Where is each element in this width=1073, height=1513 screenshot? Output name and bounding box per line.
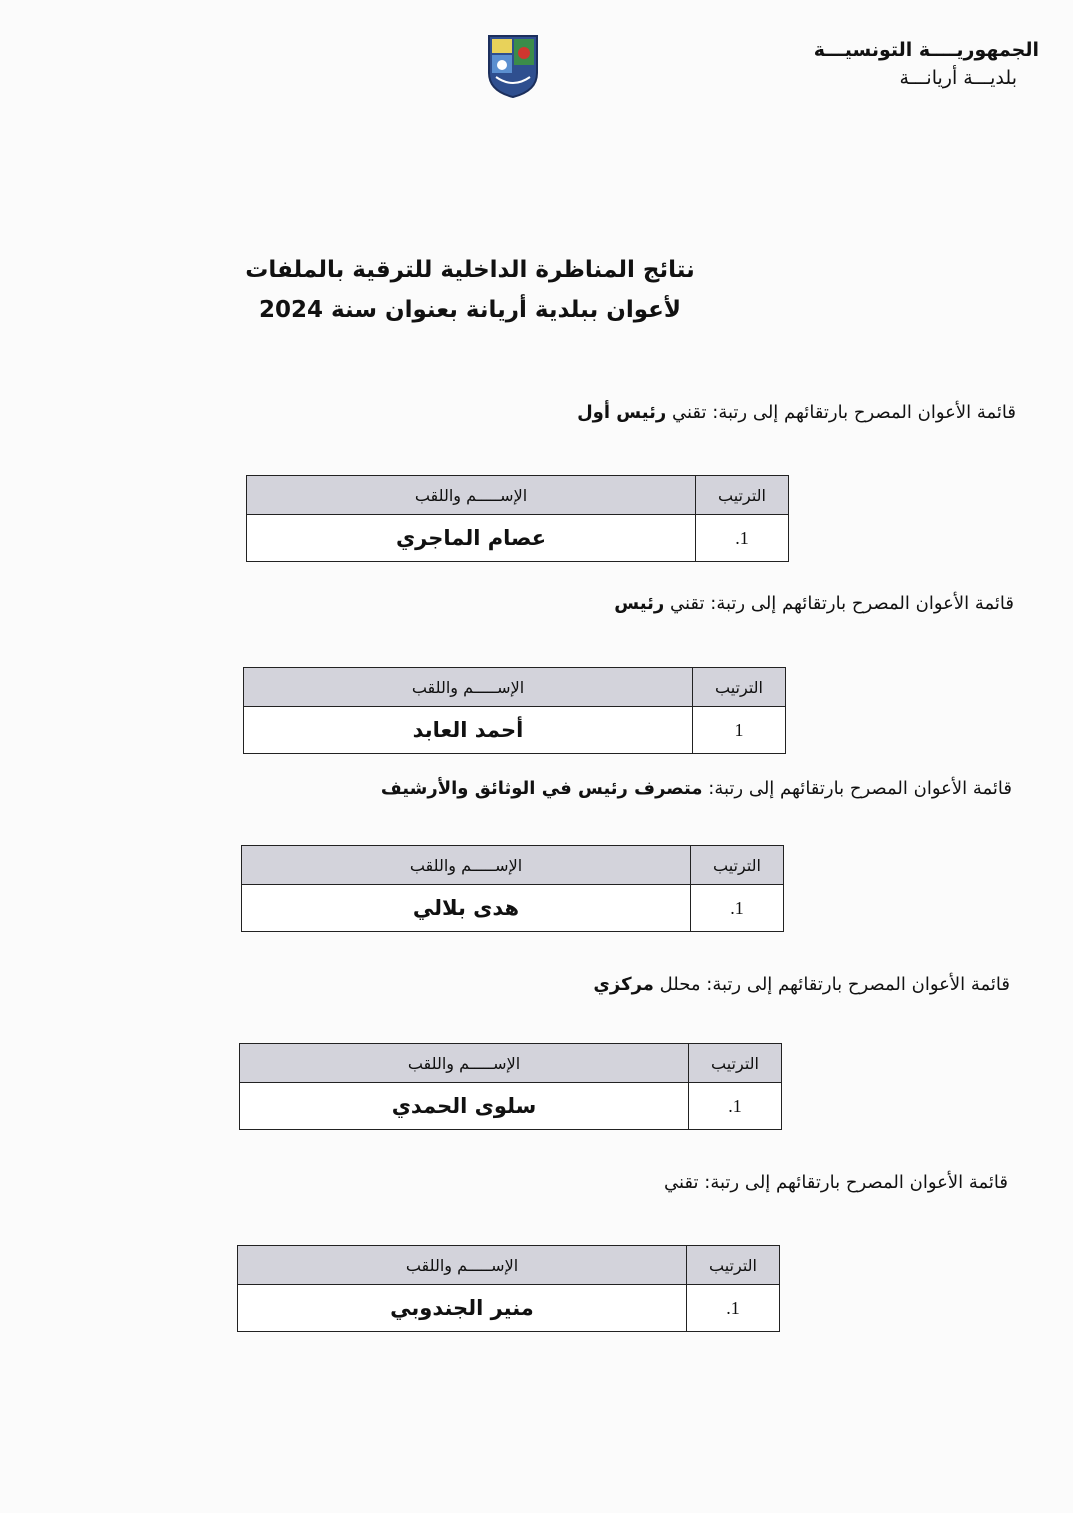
ranking-table [239, 1043, 782, 1130]
caption-grade-bold: متصرف رئيس في الوثائق والأرشيف [380, 778, 703, 799]
table-header-row [247, 476, 789, 515]
caption-grade-regular: تقني [663, 1172, 699, 1193]
caption-grade-regular: تقني [669, 593, 705, 614]
caption-grade-regular: تقني [671, 402, 707, 423]
name-column-header: الإســـــم واللقب [242, 846, 691, 885]
section-caption [614, 593, 1014, 614]
table-row [244, 707, 786, 754]
name-column-header: الإســـــم واللقب [238, 1246, 687, 1285]
table-row [247, 515, 789, 562]
name-column-header: الإســـــم واللقب [244, 668, 693, 707]
rank-cell: 1. [691, 885, 784, 932]
name-cell: عصام الماجري [247, 515, 696, 562]
caption-prefix: قائمة الأعوان المصرح بارتقائهم إلى رتبة: [712, 402, 1016, 423]
rank-cell: 1. [687, 1285, 780, 1332]
name-column-header: الإســـــم واللقب [240, 1044, 689, 1083]
caption-prefix: قائمة الأعوان المصرح بارتقائهم إلى رتبة: [704, 1172, 1008, 1193]
country-name: الجمهوريــــة التونسيـــة [813, 39, 1039, 61]
table-row [238, 1285, 780, 1332]
caption-grade-bold: مركزي [593, 974, 654, 995]
municipality-emblem-icon [486, 33, 540, 99]
caption-prefix: قائمة الأعوان المصرح بارتقائهم إلى رتبة: [710, 593, 1014, 614]
document-title [240, 250, 700, 330]
rank-column-header: الترتيب [693, 668, 786, 707]
name-cell: هدى بلالي [242, 885, 691, 932]
section-caption [593, 974, 1010, 995]
section-caption [664, 1172, 1008, 1193]
section-caption [381, 778, 1012, 799]
ranking-table [241, 845, 784, 932]
ranking-table [246, 475, 789, 562]
section-caption [577, 402, 1016, 423]
name-cell: أحمد العابد [244, 707, 693, 754]
rank-column-header: الترتيب [691, 846, 784, 885]
rank-column-header: الترتيب [689, 1044, 782, 1083]
municipality-name: بلديـــة أريانـــة [899, 67, 1017, 89]
ranking-table [243, 667, 786, 754]
table-header-row [242, 846, 784, 885]
caption-prefix: قائمة الأعوان المصرح بارتقائهم إلى رتبة: [708, 778, 1012, 799]
rank-column-header: الترتيب [696, 476, 789, 515]
rank-cell: 1 [693, 707, 786, 754]
rank-cell: 1. [689, 1083, 782, 1130]
title-line-2: لأعوان ببلدية أريانة بعنوان سنة 2024 [259, 297, 681, 323]
table-row [242, 885, 784, 932]
rank-column-header: الترتيب [687, 1246, 780, 1285]
table-row [240, 1083, 782, 1130]
name-column-header: الإســـــم واللقب [247, 476, 696, 515]
issuer-header [779, 36, 1039, 92]
title-line-1: نتائج المناظرة الداخلية للترقية بالملفات [245, 257, 695, 283]
caption-prefix: قائمة الأعوان المصرح بارتقائهم إلى رتبة: [706, 974, 1010, 995]
table-header-row [240, 1044, 782, 1083]
caption-grade-regular: محلل [659, 974, 701, 995]
caption-grade-bold: رئيس أول [577, 402, 667, 423]
name-cell: سلوى الحمدي [240, 1083, 689, 1130]
ranking-table [237, 1245, 780, 1332]
table-header-row [238, 1246, 780, 1285]
table-header-row [244, 668, 786, 707]
rank-cell: 1. [696, 515, 789, 562]
name-cell: منير الجندوبي [238, 1285, 687, 1332]
caption-grade-bold: رئيس [614, 593, 665, 614]
